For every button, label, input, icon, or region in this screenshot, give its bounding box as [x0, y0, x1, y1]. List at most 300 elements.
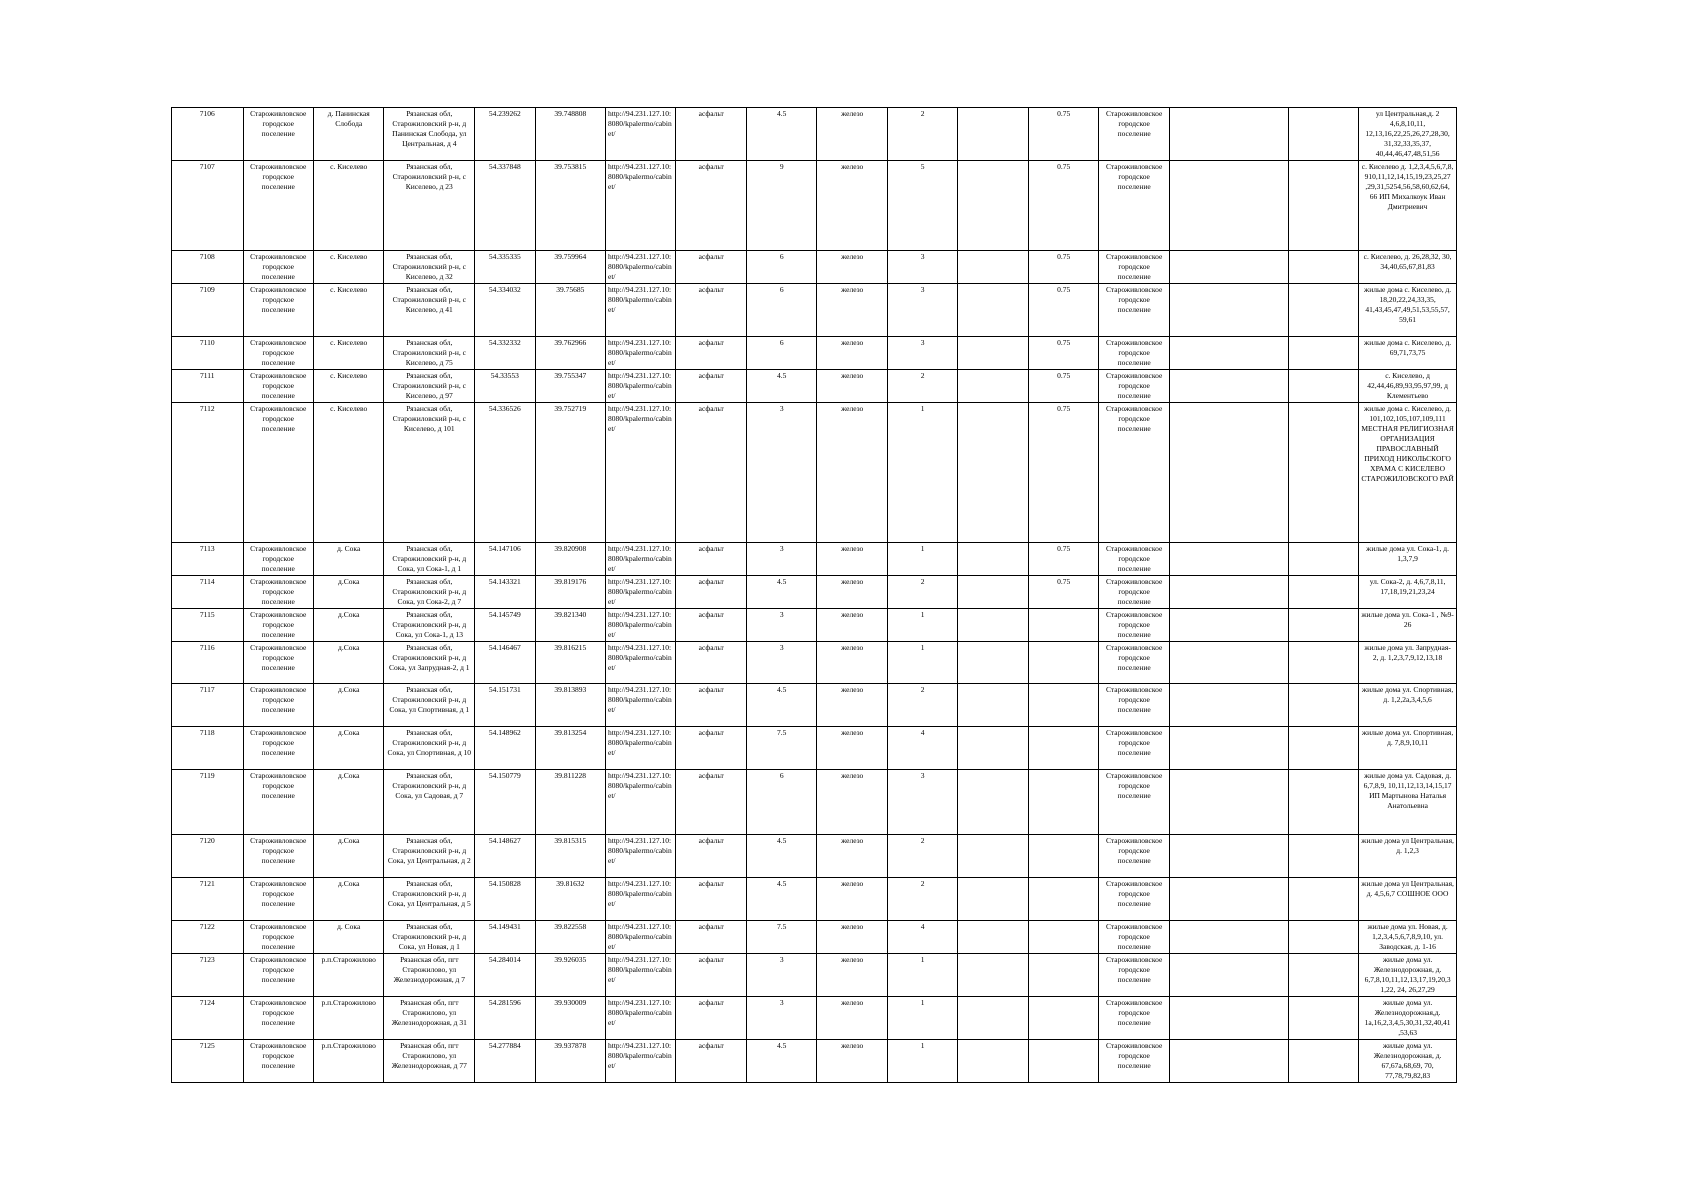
url-cell: http://94.231.127.10:8080/kpalermo/cabinet/	[606, 835, 676, 878]
longitude: 39.752719	[535, 403, 605, 543]
volume: 0.75	[1028, 251, 1098, 284]
material: железо	[817, 108, 887, 161]
table-row	[172, 835, 1457, 878]
settlement: Староживловское городское поселение	[243, 921, 313, 954]
locality: д. Панинская Слобода	[313, 108, 383, 161]
area: 4.5	[746, 576, 816, 609]
table-row	[172, 642, 1457, 684]
volume: 0.75	[1028, 284, 1098, 337]
locality: д. Сокa	[313, 543, 383, 576]
address: Рязанская обл, Старожиловский р-н, д Сокa, ул Центральная, д 5	[384, 878, 475, 921]
empty-cell	[1169, 770, 1288, 835]
area: 6	[746, 337, 816, 370]
empty-cell	[1169, 161, 1288, 251]
material: железо	[817, 284, 887, 337]
volume: 0.75	[1028, 337, 1098, 370]
area: 3	[746, 609, 816, 642]
material: железо	[817, 543, 887, 576]
locality: д.Сокa	[313, 770, 383, 835]
settlement: Староживловское городское поселение	[243, 997, 313, 1040]
served-objects: жилые дома ул. Спортивная, д. 1,2,2а,3,4,5,6	[1359, 684, 1457, 727]
settlement: Староживловское городское поселение	[243, 727, 313, 770]
row-id: 7110	[172, 337, 244, 370]
address: Рязанская обл, пгт Старожилово, ул Железнодорожная, д 31	[384, 997, 475, 1040]
longitude: 39.811228	[535, 770, 605, 835]
empty-cell	[1288, 835, 1358, 878]
settlement: Староживловское городское поселение	[243, 284, 313, 337]
settlement: Староживловское городское поселение	[243, 878, 313, 921]
empty-cell	[1169, 251, 1288, 284]
area: 4.5	[746, 108, 816, 161]
latitude: 54.281596	[475, 997, 535, 1040]
address: Рязанская обл, Старожиловский р-н, с Киселево, д 75	[384, 337, 475, 370]
longitude: 39.819176	[535, 576, 605, 609]
longitude: 39.822558	[535, 921, 605, 954]
area: 4.5	[746, 835, 816, 878]
url-cell: http://94.231.127.10:8080/kpalermo/cabinet/	[606, 161, 676, 251]
latitude: 54.148627	[475, 835, 535, 878]
empty-cell	[1288, 161, 1358, 251]
row-id: 7114	[172, 576, 244, 609]
row-id: 7117	[172, 684, 244, 727]
settlement: Староживловское городское поселение	[243, 161, 313, 251]
row-id: 7119	[172, 770, 244, 835]
container-count: 3	[887, 770, 957, 835]
empty-cell	[958, 284, 1028, 337]
locality: р.п.Старожилово	[313, 997, 383, 1040]
empty-cell	[958, 337, 1028, 370]
owner: Староживловское городское поселение	[1099, 954, 1169, 997]
address: Рязанская обл, Старожиловский р-н, с Киселево, д 101	[384, 403, 475, 543]
container-count: 1	[887, 1040, 957, 1083]
material: железо	[817, 609, 887, 642]
locality: с. Киселево	[313, 337, 383, 370]
area: 7.5	[746, 921, 816, 954]
longitude: 39.813893	[535, 684, 605, 727]
settlement: Староживловское городское поселение	[243, 403, 313, 543]
url-cell: http://94.231.127.10:8080/kpalermo/cabinet/	[606, 921, 676, 954]
latitude: 54.147106	[475, 543, 535, 576]
material: железо	[817, 684, 887, 727]
container-count: 3	[887, 337, 957, 370]
table-row	[172, 997, 1457, 1040]
served-objects: жилые дома ул. Новая, д. 1,2,3,4,5,6,7,8,9,10, ул. Заводская, д. 1-16	[1359, 921, 1457, 954]
empty-cell	[958, 161, 1028, 251]
surface: асфальт	[676, 370, 746, 403]
material: железо	[817, 642, 887, 684]
surface: асфальт	[676, 642, 746, 684]
settlement: Староживловское городское поселение	[243, 576, 313, 609]
volume	[1028, 770, 1098, 835]
surface: асфальт	[676, 161, 746, 251]
settlement: Староживловское городское поселение	[243, 609, 313, 642]
area: 3	[746, 642, 816, 684]
area: 3	[746, 543, 816, 576]
container-count: 2	[887, 878, 957, 921]
volume	[1028, 921, 1098, 954]
empty-cell	[1169, 337, 1288, 370]
longitude: 39.937878	[535, 1040, 605, 1083]
served-objects: жилые дома с. Киселево, д. 69,71,73,75	[1359, 337, 1457, 370]
url-cell: http://94.231.127.10:8080/kpalermo/cabinet/	[606, 1040, 676, 1083]
empty-cell	[1288, 403, 1358, 543]
url-cell: http://94.231.127.10:8080/kpalermo/cabinet/	[606, 543, 676, 576]
longitude: 39.748808	[535, 108, 605, 161]
surface: асфальт	[676, 251, 746, 284]
url-cell: http://94.231.127.10:8080/kpalermo/cabinet/	[606, 997, 676, 1040]
empty-cell	[1288, 921, 1358, 954]
empty-cell	[958, 878, 1028, 921]
surface: асфальт	[676, 609, 746, 642]
empty-cell	[1169, 370, 1288, 403]
container-count: 4	[887, 727, 957, 770]
container-count: 2	[887, 684, 957, 727]
settlement: Староживловское городское поселение	[243, 337, 313, 370]
longitude: 39.81632	[535, 878, 605, 921]
container-count: 1	[887, 997, 957, 1040]
volume	[1028, 684, 1098, 727]
volume	[1028, 997, 1098, 1040]
table-row	[172, 403, 1457, 543]
empty-cell	[1288, 108, 1358, 161]
served-objects: жилые дома ул. Сокa-1 , №9- 26	[1359, 609, 1457, 642]
volume	[1028, 835, 1098, 878]
served-objects: жилые дома ул. Сокa-1, д. 1,3,7,9	[1359, 543, 1457, 576]
address: Рязанская обл, Старожиловский р-н, д Сокa, ул Сокa-1, д 1	[384, 543, 475, 576]
latitude: 54.145749	[475, 609, 535, 642]
row-id: 7108	[172, 251, 244, 284]
owner: Староживловское городское поселение	[1099, 108, 1169, 161]
area: 9	[746, 161, 816, 251]
empty-cell	[958, 997, 1028, 1040]
empty-cell	[1169, 609, 1288, 642]
locality: с. Киселево	[313, 284, 383, 337]
material: железо	[817, 954, 887, 997]
address: Рязанская обл, Старожиловский р-н, д Сокa, ул Спортивная, д 1	[384, 684, 475, 727]
container-count: 2	[887, 108, 957, 161]
container-count: 2	[887, 835, 957, 878]
latitude: 54.149431	[475, 921, 535, 954]
address: Рязанская обл, Старожиловский р-н, д Сокa, ул Сокa-1, д 13	[384, 609, 475, 642]
volume: 0.75	[1028, 576, 1098, 609]
empty-cell	[1288, 370, 1358, 403]
container-count: 1	[887, 609, 957, 642]
latitude: 54.336526	[475, 403, 535, 543]
table-row	[172, 954, 1457, 997]
longitude: 39.821340	[535, 609, 605, 642]
url-cell: http://94.231.127.10:8080/kpalermo/cabinet/	[606, 770, 676, 835]
table-row	[172, 921, 1457, 954]
empty-cell	[1288, 878, 1358, 921]
owner: Староживловское городское поселение	[1099, 684, 1169, 727]
address: Рязанская обл, Старожиловский р-н, д Сокa, ул Спортивная, д 10	[384, 727, 475, 770]
surface: асфальт	[676, 878, 746, 921]
container-count: 2	[887, 370, 957, 403]
url-cell: http://94.231.127.10:8080/kpalermo/cabinet/	[606, 609, 676, 642]
owner: Староживловское городское поселение	[1099, 1040, 1169, 1083]
area: 3	[746, 954, 816, 997]
locality: д.Сокa	[313, 684, 383, 727]
area: 6	[746, 284, 816, 337]
url-cell: http://94.231.127.10:8080/kpalermo/cabinet/	[606, 337, 676, 370]
address: Рязанская обл, пгт Старожилово, ул Железнодорожная, д 7	[384, 954, 475, 997]
empty-cell	[1169, 727, 1288, 770]
locality: д.Сокa	[313, 576, 383, 609]
owner: Староживловское городское поселение	[1099, 576, 1169, 609]
served-objects: жилые дома ул. Садовая, д. 6,7,8,9, 10,11,12,13,14,15,17 ИП Мартынова Наталья Анатольевна	[1359, 770, 1457, 835]
empty-cell	[1288, 337, 1358, 370]
locality: д.Сокa	[313, 835, 383, 878]
empty-cell	[1169, 576, 1288, 609]
longitude: 39.926035	[535, 954, 605, 997]
row-id: 7125	[172, 1040, 244, 1083]
settlement: Староживловское городское поселение	[243, 1040, 313, 1083]
volume: 0.75	[1028, 403, 1098, 543]
url-cell: http://94.231.127.10:8080/kpalermo/cabinet/	[606, 284, 676, 337]
empty-cell	[1169, 642, 1288, 684]
volume	[1028, 954, 1098, 997]
empty-cell	[958, 954, 1028, 997]
row-id: 7120	[172, 835, 244, 878]
empty-cell	[1288, 727, 1358, 770]
container-count: 5	[887, 161, 957, 251]
volume	[1028, 1040, 1098, 1083]
locality: д.Сокa	[313, 878, 383, 921]
surface: асфальт	[676, 403, 746, 543]
longitude: 39.820908	[535, 543, 605, 576]
served-objects: жилые дома ул. Железнодорожная, д. 6,7,8,10,11,12,13,17,19,20,3 1,22, 24, 26,27,29	[1359, 954, 1457, 997]
volume: 0.75	[1028, 543, 1098, 576]
owner: Староживловское городское поселение	[1099, 543, 1169, 576]
locality: д.Сокa	[313, 609, 383, 642]
empty-cell	[958, 576, 1028, 609]
latitude: 54.337848	[475, 161, 535, 251]
table-row	[172, 609, 1457, 642]
served-objects: с. Киселево д. 1,2,3,4,5,6,7,8, 910,11,12,14,15,19,23,25,27 ,29,31,5254,56,58,60,62,64, 66 ИП Михалкоук Иван Дмитриевич	[1359, 161, 1457, 251]
latitude: 54.146467	[475, 642, 535, 684]
surface: асфальт	[676, 770, 746, 835]
empty-cell	[958, 251, 1028, 284]
served-objects: жилые дома ул. Железнодорожная,д. 1а,16,2,3,4,5,30,31,32,40,41 ,53,63	[1359, 997, 1457, 1040]
material: железо	[817, 370, 887, 403]
settlement: Староживловское городское поселение	[243, 543, 313, 576]
container-count: 1	[887, 954, 957, 997]
container-count: 3	[887, 284, 957, 337]
owner: Староживловское городское поселение	[1099, 161, 1169, 251]
container-count: 1	[887, 543, 957, 576]
material: железо	[817, 727, 887, 770]
owner: Староживловское городское поселение	[1099, 337, 1169, 370]
empty-cell	[1169, 108, 1288, 161]
empty-cell	[958, 609, 1028, 642]
surface: асфальт	[676, 684, 746, 727]
empty-cell	[958, 835, 1028, 878]
url-cell: http://94.231.127.10:8080/kpalermo/cabinet/	[606, 108, 676, 161]
material: железо	[817, 161, 887, 251]
empty-cell	[1169, 835, 1288, 878]
longitude: 39.755347	[535, 370, 605, 403]
settlement: Староживловское городское поселение	[243, 108, 313, 161]
settlement: Староживловское городское поселение	[243, 770, 313, 835]
material: железо	[817, 878, 887, 921]
empty-cell	[1169, 878, 1288, 921]
empty-cell	[1288, 997, 1358, 1040]
surface: асфальт	[676, 576, 746, 609]
volume	[1028, 609, 1098, 642]
served-objects: жилые дома ул. Спортивная, д. 7,8,9,10,11	[1359, 727, 1457, 770]
area: 4.5	[746, 1040, 816, 1083]
latitude: 54.332332	[475, 337, 535, 370]
volume	[1028, 727, 1098, 770]
address: Рязанская обл, Старожиловский р-н, д Сокa, ул Новая, д 1	[384, 921, 475, 954]
empty-cell	[958, 1040, 1028, 1083]
empty-cell	[1288, 642, 1358, 684]
longitude: 39.762966	[535, 337, 605, 370]
address: Рязанская обл, Старожиловский р-н, д Сокa, ул Садовая, д 7	[384, 770, 475, 835]
served-objects: жилые дома с. Киселево, д. 18,20,22,24,33,35, 41,43,45,47,49,51,53,55,57, 59,61	[1359, 284, 1457, 337]
row-id: 7124	[172, 997, 244, 1040]
material: железо	[817, 1040, 887, 1083]
container-count: 4	[887, 921, 957, 954]
owner: Староживловское городское поселение	[1099, 835, 1169, 878]
owner: Староживловское городское поселение	[1099, 878, 1169, 921]
empty-cell	[1288, 770, 1358, 835]
served-objects: с. Киселево, д 42,44,46,89,93,95,97,99, д Клементьево	[1359, 370, 1457, 403]
latitude: 54.239262	[475, 108, 535, 161]
empty-cell	[1169, 954, 1288, 997]
served-objects: жилые дома ул Центральная, д. 4,5,6,7 СОШНОЕ ООО	[1359, 878, 1457, 921]
surface: асфальт	[676, 337, 746, 370]
address: Рязанская обл, Старожиловский р-н, д Панинская Слобода, ул Центральная, д 4	[384, 108, 475, 161]
table-row	[172, 108, 1457, 161]
area: 6	[746, 770, 816, 835]
url-cell: http://94.231.127.10:8080/kpalermo/cabinet/	[606, 878, 676, 921]
empty-cell	[958, 770, 1028, 835]
table-row	[172, 251, 1457, 284]
empty-cell	[1169, 1040, 1288, 1083]
locality: д. Сокa	[313, 921, 383, 954]
row-id: 7115	[172, 609, 244, 642]
container-count: 1	[887, 642, 957, 684]
latitude: 54.148962	[475, 727, 535, 770]
surface: асфальт	[676, 997, 746, 1040]
table-row	[172, 1040, 1457, 1083]
url-cell: http://94.231.127.10:8080/kpalermo/cabinet/	[606, 251, 676, 284]
address: Рязанская обл, Старожиловский р-н, д Сокa, ул Сокa-2, д 7	[384, 576, 475, 609]
locality: с. Киселево	[313, 251, 383, 284]
longitude: 39.75685	[535, 284, 605, 337]
longitude: 39.753815	[535, 161, 605, 251]
empty-cell	[1288, 609, 1358, 642]
served-objects: ул Центральная,д. 2 4,6,8,10,11, 12,13,16,22,25,26,27,28,30, 31,32,33,35,37, 40,44,46,47,48,51,56	[1359, 108, 1457, 161]
row-id: 7109	[172, 284, 244, 337]
surface: асфальт	[676, 543, 746, 576]
latitude: 54.151731	[475, 684, 535, 727]
empty-cell	[958, 727, 1028, 770]
material: железо	[817, 997, 887, 1040]
volume: 0.75	[1028, 108, 1098, 161]
empty-cell	[1288, 251, 1358, 284]
address: Рязанская обл, Старожиловский р-н, с Киселево, д 41	[384, 284, 475, 337]
owner: Староживловское городское поселение	[1099, 642, 1169, 684]
address: Рязанская обл, Старожиловский р-н, д Сокa, ул Запрудная-2, д 1	[384, 642, 475, 684]
table-row	[172, 370, 1457, 403]
latitude: 54.277884	[475, 1040, 535, 1083]
volume	[1028, 642, 1098, 684]
address: Рязанская обл, Старожиловский р-н, с Киселево, д 97	[384, 370, 475, 403]
area: 6	[746, 251, 816, 284]
longitude: 39.759964	[535, 251, 605, 284]
address: Рязанская обл, Старожиловский р-н, с Киселево, д 23	[384, 161, 475, 251]
longitude: 39.815315	[535, 835, 605, 878]
row-id: 7106	[172, 108, 244, 161]
row-id: 7107	[172, 161, 244, 251]
area: 4.5	[746, 370, 816, 403]
latitude: 54.284014	[475, 954, 535, 997]
owner: Староживловское городское поселение	[1099, 727, 1169, 770]
address: Рязанская обл, Старожиловский р-н, с Киселево, д 32	[384, 251, 475, 284]
url-cell: http://94.231.127.10:8080/kpalermo/cabinet/	[606, 684, 676, 727]
surface: асфальт	[676, 284, 746, 337]
settlement: Староживловское городское поселение	[243, 642, 313, 684]
row-id: 7123	[172, 954, 244, 997]
surface: асфальт	[676, 1040, 746, 1083]
table-row	[172, 543, 1457, 576]
owner: Староживловское городское поселение	[1099, 370, 1169, 403]
table-row	[172, 576, 1457, 609]
served-objects: жилые дома ул. Железнодорожная, д. 67,67а,68,69, 70, 77,78,79,82,83	[1359, 1040, 1457, 1083]
empty-cell	[1288, 954, 1358, 997]
surface: асфальт	[676, 954, 746, 997]
empty-cell	[958, 642, 1028, 684]
owner: Староживловское городское поселение	[1099, 284, 1169, 337]
volume: 0.75	[1028, 370, 1098, 403]
empty-cell	[1288, 684, 1358, 727]
surface: асфальт	[676, 835, 746, 878]
registry-table	[171, 107, 1457, 1083]
url-cell: http://94.231.127.10:8080/kpalermo/cabinet/	[606, 403, 676, 543]
empty-cell	[1169, 921, 1288, 954]
row-id: 7122	[172, 921, 244, 954]
locality: р.п.Старожилово	[313, 954, 383, 997]
locality: д.Сокa	[313, 727, 383, 770]
material: железо	[817, 770, 887, 835]
longitude: 39.930009	[535, 997, 605, 1040]
empty-cell	[1169, 997, 1288, 1040]
table-row	[172, 684, 1457, 727]
settlement: Староживловское городское поселение	[243, 251, 313, 284]
empty-cell	[958, 403, 1028, 543]
empty-cell	[1288, 284, 1358, 337]
served-objects: с. Киселево, д. 26,28,32, 30, 34,40,65,67,81,83	[1359, 251, 1457, 284]
table-row	[172, 337, 1457, 370]
owner: Староживловское городское поселение	[1099, 609, 1169, 642]
empty-cell	[958, 543, 1028, 576]
table-row	[172, 284, 1457, 337]
locality: д.Сокa	[313, 642, 383, 684]
locality: с. Киселево	[313, 370, 383, 403]
latitude: 54.150828	[475, 878, 535, 921]
settlement: Староживловское городское поселение	[243, 954, 313, 997]
empty-cell	[1169, 543, 1288, 576]
url-cell: http://94.231.127.10:8080/kpalermo/cabinet/	[606, 954, 676, 997]
area: 4.5	[746, 878, 816, 921]
area: 3	[746, 403, 816, 543]
latitude: 54.335335	[475, 251, 535, 284]
served-objects: ул. Сокa-2, д. 4,6,7,8,11, 17,18,19,21,23,24	[1359, 576, 1457, 609]
empty-cell	[1288, 576, 1358, 609]
empty-cell	[1169, 403, 1288, 543]
